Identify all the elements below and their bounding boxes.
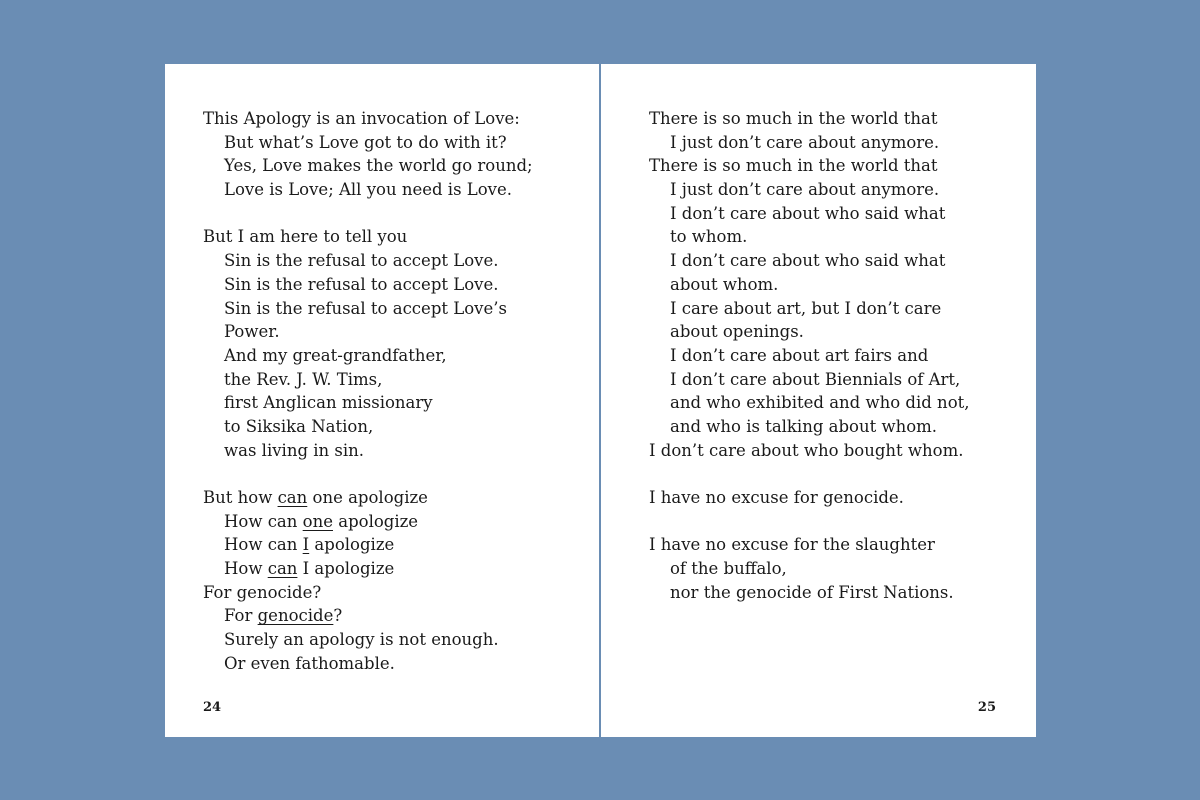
line-text: Sin is the refusal to accept Love. (224, 274, 499, 294)
line-text: ? (333, 606, 343, 626)
poem-line (649, 344, 970, 368)
line-text: apologize (309, 535, 395, 555)
line-text: I don’t care about who said what (670, 251, 946, 271)
line-text: of the buffalo, (670, 559, 787, 579)
line-text: the Rev. J. W. Tims, (224, 369, 383, 389)
line-text: How (224, 559, 268, 579)
poem-line (203, 486, 533, 510)
line-text: I have no excuse for the slaughter (649, 535, 935, 555)
poem-line (203, 131, 533, 155)
poem-line (203, 107, 533, 131)
poem-line (649, 415, 970, 439)
line-text: I don’t care about Biennials of Art, (670, 369, 961, 389)
poem-line (203, 320, 533, 344)
line-text: How can (224, 535, 303, 555)
underlined-word: I (302, 535, 310, 555)
left-page-poem (203, 107, 533, 676)
line-text: about whom. (670, 274, 779, 294)
line-text: And my great-grandfather, (224, 345, 447, 365)
line-text: first Anglican missionary (224, 393, 433, 413)
line-text: Sin is the refusal to accept Love. (224, 251, 499, 271)
right-page (601, 64, 1036, 737)
line-text: apologize (332, 511, 419, 531)
poem-line (649, 368, 970, 392)
line-text: I have no excuse for genocide. (649, 488, 904, 507)
line-text: There is so much in the world that (649, 156, 938, 176)
poem-line (649, 533, 970, 557)
poem-line (649, 486, 970, 510)
poem-line (203, 628, 533, 652)
poem-line (649, 131, 970, 155)
left-page (165, 64, 599, 737)
poem-line (203, 510, 533, 534)
line-text: But how (203, 488, 278, 507)
line-text: But I am here to tell you (203, 227, 408, 247)
poem-line (203, 344, 533, 368)
line-text: Yes, Love makes the world go round; (224, 156, 533, 176)
line-text: Love is Love; All you need is Love. (224, 180, 513, 200)
stanza-break (649, 462, 970, 486)
poem-line (649, 178, 970, 202)
poem-line (649, 273, 970, 297)
line-text: and who exhibited and who did not, (670, 393, 970, 413)
line-text: Or even fathomable. (224, 653, 395, 673)
line-text: about openings. (670, 322, 804, 342)
poem-line (203, 652, 533, 676)
poem-line (203, 557, 533, 581)
underlined-word: genocide (257, 606, 334, 626)
poem-line (649, 225, 970, 249)
line-text: to Siksika Nation, (224, 416, 374, 436)
poem-line (203, 368, 533, 392)
line-text: one apologize (307, 488, 428, 507)
line-text: I just don’t care about anymore. (670, 180, 940, 200)
line-text: to whom. (670, 227, 748, 247)
poem-line (649, 439, 970, 463)
poem-line (203, 533, 533, 557)
underlined-word: can (277, 488, 308, 507)
poem-line (649, 391, 970, 415)
underlined-word: can (267, 559, 298, 579)
poem-line (649, 320, 970, 344)
line-text: Sin is the refusal to accept Love’s (224, 298, 507, 318)
line-text: I don’t care about who said what (670, 203, 946, 223)
poem-line (203, 154, 533, 178)
poem-line (649, 557, 970, 581)
poem-line (203, 273, 533, 297)
line-text: There is so much in the world that (649, 109, 938, 128)
poem-line (649, 202, 970, 226)
poem-line (203, 249, 533, 273)
line-text: But what’s Love got to do with it? (224, 132, 507, 152)
line-text: I don’t care about art fairs and (670, 345, 929, 365)
poem-line (203, 297, 533, 321)
line-text: For (224, 606, 258, 626)
poem-line (203, 225, 533, 249)
line-text: nor the genocide of First Nations. (670, 582, 954, 602)
poem-line (203, 178, 533, 202)
poem-line (203, 581, 533, 605)
line-text: How can (224, 511, 303, 531)
poem-line (649, 297, 970, 321)
line-text: For genocide? (203, 582, 322, 602)
line-text: Surely an apology is not enough. (224, 630, 499, 650)
line-text: Power. (224, 322, 280, 342)
line-text: and who is talking about whom. (670, 416, 938, 436)
poem-line (203, 604, 533, 628)
poem-line (649, 107, 970, 131)
line-text: was living in sin. (224, 440, 365, 460)
poem-line (203, 391, 533, 415)
poem-line (649, 154, 970, 178)
stanza-break (203, 462, 533, 486)
line-text: I don’t care about who bought whom. (649, 440, 964, 460)
poem-line (649, 581, 970, 605)
line-text: I just don’t care about anymore. (670, 132, 940, 152)
line-text: I care about art, but I don’t care (670, 298, 942, 318)
line-text: I apologize (297, 559, 395, 579)
stanza-break (203, 202, 533, 226)
poem-line (203, 415, 533, 439)
poem-line (203, 439, 533, 463)
poem-line (649, 249, 970, 273)
line-text: This Apology is an invocation of Love: (203, 109, 520, 128)
underlined-word: one (302, 511, 333, 531)
right-page-number: 25 (977, 700, 996, 715)
stanza-break (649, 510, 970, 534)
right-page-poem (649, 107, 970, 604)
left-page-number: 24 (203, 700, 222, 715)
book-spread (165, 64, 1036, 737)
